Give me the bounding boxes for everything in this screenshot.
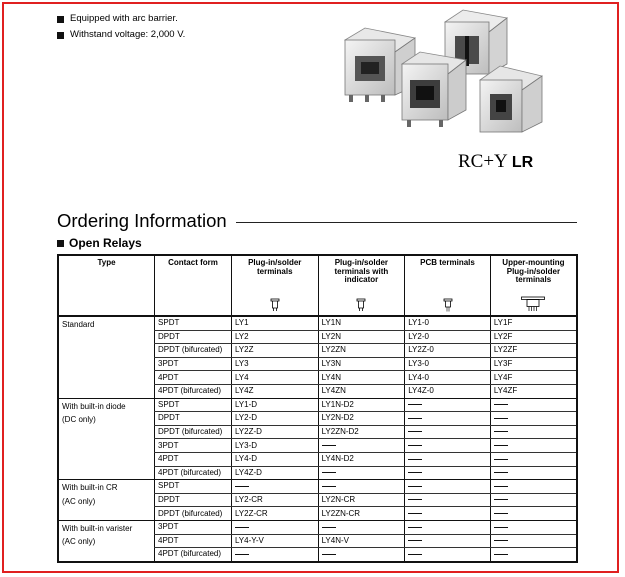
cell-value: LY2-0	[408, 331, 429, 341]
cell-value: LY4N-D2	[321, 454, 354, 464]
cell-value: DPDT	[158, 413, 180, 423]
type-line: (AC only)	[62, 537, 96, 547]
table-row	[58, 520, 577, 534]
with-indicator-cell	[318, 493, 405, 507]
cell-value: SPDT	[158, 318, 180, 328]
certification-prefix: RC+Y	[458, 151, 508, 172]
type-line: (AC only)	[62, 496, 96, 506]
plug-in-solder-cell	[231, 439, 318, 453]
contact-form-cell	[155, 412, 232, 426]
pcb-terminals-cell	[405, 316, 491, 330]
contact-form-cell	[155, 425, 232, 439]
upper-mounting-cell	[490, 534, 577, 548]
feature-text: Equipped with arc barrier.	[70, 13, 178, 24]
contact-form-cell	[155, 439, 232, 453]
cell-value: DPDT	[158, 331, 180, 341]
with-indicator-cell	[318, 452, 405, 466]
cell-value: SPDT	[158, 399, 180, 409]
empty-dash	[494, 418, 508, 419]
ordering-table	[57, 254, 578, 563]
upper-mounting-cell	[490, 452, 577, 466]
table-row	[58, 480, 577, 494]
cell-value: LY3-D	[234, 440, 258, 450]
plug-in-solder-cell	[231, 548, 318, 562]
pcb-terminals-cell	[405, 330, 491, 344]
plug-in-solder-cell	[231, 452, 318, 466]
upper-mounting-cell	[490, 316, 577, 330]
table-body	[58, 316, 577, 562]
cell-value: 4PDT (bifurcated)	[158, 549, 222, 559]
pcb-terminals-cell	[405, 493, 491, 507]
upper-mounting-terminal-icon	[521, 296, 545, 312]
pcb-terminals-cell	[405, 480, 491, 494]
plug-in-terminal-icon	[270, 298, 280, 312]
cell-value: 4PDT	[158, 535, 179, 545]
upper-mounting-cell	[490, 466, 577, 480]
plug-in-solder-cell	[231, 466, 318, 480]
relay-product-photo	[340, 8, 570, 148]
cell-value: LY1N	[321, 318, 341, 328]
plug-in-solder-cell	[231, 425, 318, 439]
empty-dash	[494, 554, 508, 555]
contact-form-cell	[155, 480, 232, 494]
cell-value: LY2Z-0	[408, 345, 434, 355]
contact-form-cell	[155, 507, 232, 521]
upper-mounting-cell	[490, 357, 577, 371]
cell-value: LY1	[234, 318, 249, 328]
cell-value: LY4N	[321, 372, 341, 382]
cell-value: LY4Z-0	[408, 386, 434, 396]
plug-in-solder-cell	[231, 507, 318, 521]
with-indicator-cell	[318, 548, 405, 562]
upper-mounting-cell	[490, 425, 577, 439]
cell-value: LY4N-V	[321, 535, 349, 545]
cell-value: LY2	[234, 331, 249, 341]
with-indicator-cell	[318, 344, 405, 358]
plug-in-solder-cell	[231, 412, 318, 426]
pcb-terminals-cell	[405, 398, 491, 412]
upper-mounting-cell	[490, 384, 577, 398]
empty-dash	[322, 527, 336, 528]
plug-in-solder-cell	[231, 316, 318, 330]
cell-value: LY2ZN-D2	[321, 427, 359, 437]
cell-value: LY3N	[321, 359, 341, 369]
type-cell	[58, 316, 155, 398]
plug-in-solder-cell	[231, 344, 318, 358]
pcb-terminals-cell	[405, 452, 491, 466]
pcb-terminals-cell	[405, 425, 491, 439]
cell-value: LY2ZN	[321, 345, 346, 355]
cell-value: LY3F	[493, 359, 513, 369]
cell-value: 4PDT	[158, 454, 179, 464]
cell-value: LY2N-D2	[321, 413, 354, 423]
empty-dash	[408, 418, 422, 419]
type-cell	[58, 480, 155, 521]
relay-4-image	[480, 66, 542, 132]
empty-dash	[408, 527, 422, 528]
certification-marks	[458, 151, 533, 173]
subsection-title	[57, 236, 142, 250]
cell-value: LY4-Y-V	[234, 535, 264, 545]
with-indicator-cell	[318, 330, 405, 344]
with-indicator-cell	[318, 316, 405, 330]
empty-dash	[494, 499, 508, 500]
feature-text: Withstand voltage: 2,000 V.	[70, 29, 186, 40]
header-type: Type	[58, 255, 155, 316]
header-pcb-terminals: PCB terminals	[405, 255, 491, 316]
bullet-square-icon	[57, 16, 64, 23]
upper-mounting-cell	[490, 398, 577, 412]
upper-mounting-cell	[490, 480, 577, 494]
plug-in-solder-cell	[231, 493, 318, 507]
cell-value: LY2F	[493, 331, 513, 341]
cell-value: LY1N-D2	[321, 399, 354, 409]
empty-dash	[322, 445, 336, 446]
header-with-indicator: Plug-in/solder terminals with indicator	[318, 255, 405, 316]
plug-in-solder-cell	[231, 357, 318, 371]
contact-form-cell	[155, 316, 232, 330]
empty-dash	[322, 472, 336, 473]
cell-value: LY2Z-D	[234, 427, 262, 437]
cell-value: 4PDT (bifurcated)	[158, 467, 222, 477]
with-indicator-cell	[318, 357, 405, 371]
with-indicator-cell	[318, 466, 405, 480]
empty-dash	[494, 431, 508, 432]
empty-dash	[408, 540, 422, 541]
type-line: (DC only)	[62, 415, 96, 425]
feature-item	[57, 27, 185, 43]
with-indicator-cell	[318, 398, 405, 412]
table-row	[58, 316, 577, 330]
with-indicator-cell	[318, 412, 405, 426]
with-indicator-cell	[318, 425, 405, 439]
bullet-square-icon	[57, 240, 64, 247]
cell-value: LY2N	[321, 331, 341, 341]
empty-dash	[322, 486, 336, 487]
empty-dash	[408, 486, 422, 487]
contact-form-cell	[155, 466, 232, 480]
empty-dash	[408, 472, 422, 473]
cell-value: 3PDT	[158, 440, 179, 450]
pcb-terminals-cell	[405, 384, 491, 398]
cell-value: LY2ZN-CR	[321, 508, 361, 518]
cell-value: LY2-D	[234, 413, 258, 423]
with-indicator-cell	[318, 384, 405, 398]
empty-dash	[494, 513, 508, 514]
subsection-title-text: Open Relays	[69, 236, 142, 250]
empty-dash	[408, 431, 422, 432]
cell-value: LY4Z	[234, 386, 254, 396]
empty-dash	[408, 404, 422, 405]
plug-in-solder-cell	[231, 330, 318, 344]
pcb-terminal-icon	[443, 298, 453, 312]
cell-value: LY2Z	[234, 345, 254, 355]
contact-form-cell	[155, 344, 232, 358]
bullet-square-icon	[57, 32, 64, 39]
pcb-terminals-cell	[405, 357, 491, 371]
cell-value: DPDT	[158, 495, 180, 505]
empty-dash	[494, 486, 508, 487]
empty-dash	[494, 527, 508, 528]
upper-mounting-cell	[490, 548, 577, 562]
cell-value: 3PDT	[158, 359, 179, 369]
cell-value: DPDT (bifurcated)	[158, 427, 223, 437]
contact-form-cell	[155, 493, 232, 507]
upper-mounting-cell	[490, 344, 577, 358]
cell-value: LY4Z-D	[234, 467, 262, 477]
with-indicator-cell	[318, 480, 405, 494]
plug-in-solder-cell	[231, 520, 318, 534]
cell-value: LY1-0	[408, 318, 429, 328]
empty-dash	[235, 554, 249, 555]
header-upper-mounting: Upper-mounting Plug-in/solder terminals	[490, 255, 577, 316]
cell-value: LY4-0	[408, 372, 429, 382]
cell-value: LY2N-CR	[321, 495, 356, 505]
upper-mounting-cell	[490, 439, 577, 453]
type-line: With built-in CR	[62, 483, 118, 493]
plug-in-terminal-icon	[356, 298, 366, 312]
cell-value: LY4-D	[234, 454, 258, 464]
type-cell	[58, 520, 155, 561]
contact-form-cell	[155, 452, 232, 466]
contact-form-cell	[155, 520, 232, 534]
cell-value: LY2-CR	[234, 495, 263, 505]
section-title	[57, 210, 577, 232]
pcb-terminals-cell	[405, 412, 491, 426]
pcb-terminals-cell	[405, 548, 491, 562]
cell-value: DPDT (bifurcated)	[158, 345, 223, 355]
upper-mounting-cell	[490, 520, 577, 534]
feature-item	[57, 11, 185, 27]
cell-value: SPDT	[158, 481, 180, 491]
upper-mounting-cell	[490, 330, 577, 344]
cell-value: LY2ZF	[493, 345, 518, 355]
with-indicator-cell	[318, 371, 405, 385]
empty-dash	[494, 459, 508, 460]
plug-in-solder-cell	[231, 384, 318, 398]
plug-in-solder-cell	[231, 480, 318, 494]
empty-dash	[235, 527, 249, 528]
empty-dash	[494, 445, 508, 446]
pcb-terminals-cell	[405, 344, 491, 358]
plug-in-solder-cell	[231, 534, 318, 548]
cell-value: LY3	[234, 359, 249, 369]
empty-dash	[494, 540, 508, 541]
cell-value: 4PDT (bifurcated)	[158, 386, 222, 396]
section-title-text: Ordering Information	[57, 210, 227, 231]
header-contact-form: Contact form	[155, 255, 232, 316]
contact-form-cell	[155, 384, 232, 398]
contact-form-cell	[155, 357, 232, 371]
upper-mounting-cell	[490, 371, 577, 385]
plug-in-solder-cell	[231, 398, 318, 412]
contact-form-cell	[155, 371, 232, 385]
table-header-row	[58, 255, 577, 316]
type-line: With built-in diode	[62, 401, 126, 411]
upper-mounting-cell	[490, 412, 577, 426]
cell-value: LY3-0	[408, 359, 429, 369]
relay-3-image	[402, 52, 466, 127]
empty-dash	[322, 554, 336, 555]
cell-value: 3PDT	[158, 522, 179, 532]
cell-value: 4PDT	[158, 372, 179, 382]
upper-mounting-cell	[490, 493, 577, 507]
cell-value: LY1-D	[234, 399, 258, 409]
empty-dash	[408, 445, 422, 446]
with-indicator-cell	[318, 534, 405, 548]
empty-dash	[235, 486, 249, 487]
with-indicator-cell	[318, 520, 405, 534]
empty-dash	[408, 554, 422, 555]
type-line: With built-in varister	[62, 523, 133, 533]
type-line: Standard	[62, 320, 95, 329]
table-row	[58, 398, 577, 412]
type-cell	[58, 398, 155, 480]
cell-value: LY1F	[493, 318, 513, 328]
with-indicator-cell	[318, 439, 405, 453]
with-indicator-cell	[318, 507, 405, 521]
plug-in-solder-cell	[231, 371, 318, 385]
cell-value: LY2Z-CR	[234, 508, 268, 518]
contact-form-cell	[155, 330, 232, 344]
pcb-terminals-cell	[405, 371, 491, 385]
cell-value: LY4ZF	[493, 386, 518, 396]
cell-value: LY4F	[493, 372, 513, 382]
empty-dash	[408, 459, 422, 460]
contact-form-cell	[155, 534, 232, 548]
empty-dash	[408, 513, 422, 514]
pcb-terminals-cell	[405, 439, 491, 453]
feature-list	[57, 11, 185, 43]
empty-dash	[494, 472, 508, 473]
lr-mark: LR	[511, 154, 534, 171]
cell-value: LY4ZN	[321, 386, 346, 396]
section-rule	[236, 222, 577, 223]
cell-value: LY4	[234, 372, 249, 382]
pcb-terminals-cell	[405, 466, 491, 480]
empty-dash	[494, 404, 508, 405]
empty-dash	[408, 499, 422, 500]
contact-form-cell	[155, 398, 232, 412]
pcb-terminals-cell	[405, 520, 491, 534]
pcb-terminals-cell	[405, 507, 491, 521]
cell-value: DPDT (bifurcated)	[158, 508, 223, 518]
header-plug-in-solder: Plug-in/solder terminals	[231, 255, 318, 316]
contact-form-cell	[155, 548, 232, 562]
upper-mounting-cell	[490, 507, 577, 521]
pcb-terminals-cell	[405, 534, 491, 548]
